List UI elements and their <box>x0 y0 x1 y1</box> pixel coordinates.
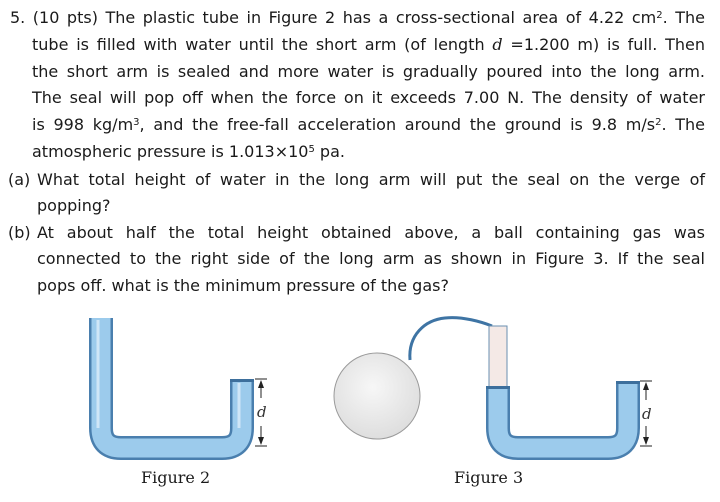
figure-3-gas-ball <box>334 353 420 439</box>
figure-2-caption: Figure 2 <box>141 468 211 487</box>
problem-line-5: is 998 $kg/m^3$, and the free-fall acceleration around the ground is 9.8 $m/s^2$. The <box>32 115 706 134</box>
problem-line-3: the short arm is sealed and more water is gradually poured into the long arm. <box>32 62 705 81</box>
figure-3-hose <box>410 318 492 360</box>
problem-line-1: 5. (10 pts) The plastic tube in Figure 2 has a cross-sectional area of 4.22 $cm^2$. The <box>10 8 705 27</box>
figure-2-d-label: d <box>257 403 267 421</box>
problem-line-4: The seal will pop off when the force on it exceeds 7.00 N. The density of water <box>32 88 705 107</box>
problem-number: 5. <box>10 8 26 27</box>
part-b-label: (b) <box>8 223 31 242</box>
figure-3-u-tube <box>486 326 640 448</box>
problem-points: (10 pts) <box>32 8 98 27</box>
part-a-line-1: What total height of water in the long arm will put the seal on the verge of <box>37 170 705 189</box>
part-b-line-3: pops off. what is the minimum pressure of the gas? <box>37 276 449 295</box>
figure-3-d-label: d <box>642 405 652 423</box>
problem-line-2: tube is filled with water until the short arm (of length d =1.200 m) is full. Then <box>32 35 706 54</box>
problem-line-6: atmospheric pressure is $1.013\times 10^5$ pa. <box>32 142 345 161</box>
part-a-label: (a) <box>8 170 31 189</box>
part-a-line-2: popping? <box>37 196 111 215</box>
part-b-line-2: connected to the right side of the long arm as shown in Figure 3. If the seal <box>37 249 705 268</box>
figure-2-u-tube <box>98 318 254 448</box>
figure-3-caption: Figure 3 <box>454 468 524 487</box>
part-b-line-1: At about half the total height obtained above, a ball containing gas was <box>37 223 705 242</box>
